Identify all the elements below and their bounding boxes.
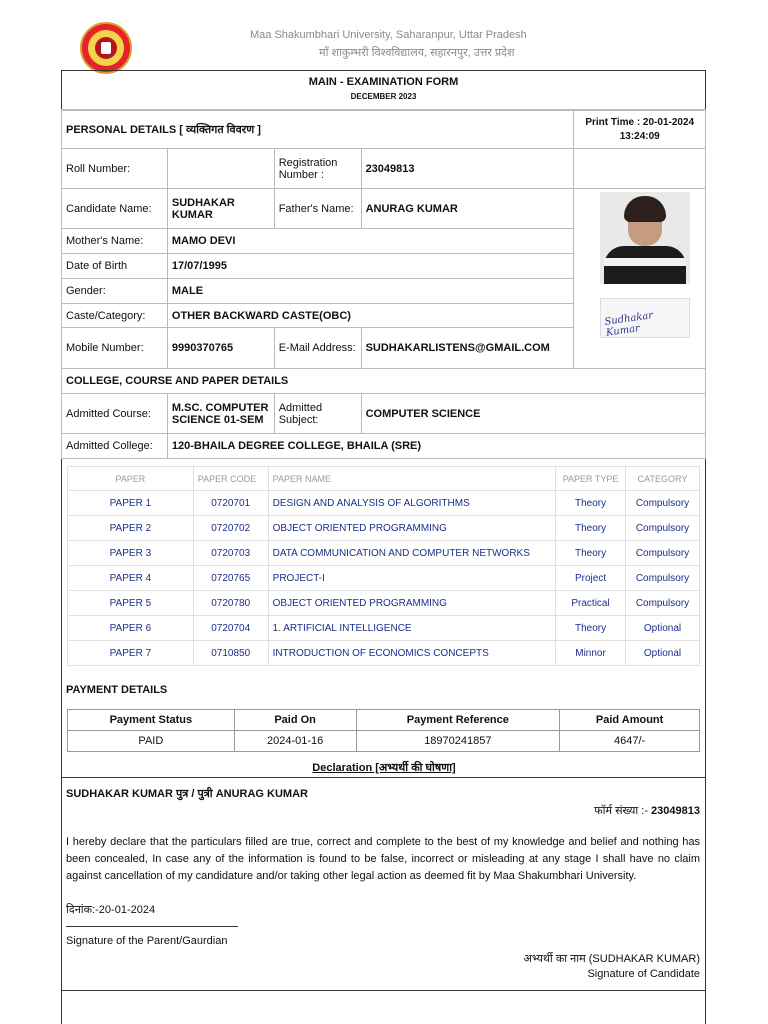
- divider: [61, 990, 706, 991]
- payment-reference: 18970241857: [356, 731, 560, 752]
- paper-category: Compulsory: [626, 541, 700, 566]
- caste-value: OTHER BACKWARD CASTE(OBC): [167, 304, 574, 328]
- mother-name-label: Mother's Name:: [62, 229, 168, 254]
- paper-type: Theory: [556, 616, 626, 641]
- page-header: [0, 0, 768, 70]
- paper-name: OBJECT ORIENTED PROGRAMMING: [268, 591, 555, 616]
- payment-header-reference: Payment Reference: [356, 710, 560, 731]
- form-title: MAIN - EXAMINATION FORM: [308, 76, 459, 88]
- paper-category: Compulsory: [626, 516, 700, 541]
- paper-category: Compulsory: [626, 566, 700, 591]
- paper-name: INTRODUCTION OF ECONOMICS CONCEPTS: [268, 641, 555, 666]
- paper-number: PAPER 6: [68, 616, 194, 641]
- divider: [61, 777, 706, 778]
- paper-code: 0720765: [193, 566, 268, 591]
- print-time: [574, 111, 706, 149]
- candidate-name-value: SUDHAKAR KUMAR: [167, 189, 274, 229]
- email-value: SUDHAKARLISTENS@GMAIL.COM: [361, 328, 574, 369]
- paper-code: 0720703: [193, 541, 268, 566]
- payment-header-paid-on: Paid On: [234, 710, 356, 731]
- paper-type: Theory: [556, 516, 626, 541]
- roll-value: [167, 149, 274, 189]
- paper-name: DATA COMMUNICATION AND COMPUTER NETWORKS: [268, 541, 555, 566]
- papers-header-type: PAPER TYPE: [556, 467, 626, 491]
- payment-status: PAID: [68, 731, 235, 752]
- gender-label: Gender:: [62, 279, 168, 304]
- paper-number: PAPER 4: [68, 566, 194, 591]
- personal-section-title: PERSONAL DETAILS [ व्यक्तिगत विवरण ]: [62, 111, 574, 149]
- form-title-block: [61, 70, 706, 110]
- table-row: [68, 566, 700, 591]
- personal-details-table: [61, 110, 706, 459]
- course-section-title: COLLEGE, COURSE AND PAPER DETAILS: [62, 369, 706, 394]
- papers-table: [67, 466, 700, 666]
- payment-header-amount: Paid Amount: [560, 710, 700, 731]
- paper-code: 0720702: [193, 516, 268, 541]
- candidate-signature-label: Signature of Candidate: [587, 968, 700, 980]
- payment-date: 2024-01-16: [234, 731, 356, 752]
- table-row: [68, 491, 700, 516]
- dob-value: 17/07/1995: [167, 254, 574, 279]
- payment-amount: 4647/-: [560, 731, 700, 752]
- gender-value: MALE: [167, 279, 574, 304]
- paper-category: Compulsory: [626, 591, 700, 616]
- paper-code: 0720780: [193, 591, 268, 616]
- signature-line: [66, 926, 238, 927]
- roll-label: Roll Number:: [62, 149, 168, 189]
- paper-type: Theory: [556, 491, 626, 516]
- university-name-english: Maa Shakumbhari University, Saharanpur, Uttar Pradesh: [250, 29, 527, 41]
- form-session: DECEMBER 2023: [350, 92, 417, 101]
- declaration-text: I hereby declare that the particulars filled are true, correct and complete to the best of my knowledge and belief and nothing has been concealed, In case any of the information is found to be false, incorrect or misleading at any stage I shall have no claim against cancellation of my candidature and/or taking other legal action as deemed fit by Maa Shakumbhari University.: [66, 836, 700, 882]
- declaration-title: Declaration [अभ्यर्थी की घोषणा]: [312, 762, 456, 774]
- paper-number: PAPER 1: [68, 491, 194, 516]
- admitted-college-label: Admitted College:: [62, 434, 168, 459]
- father-name-label: Father's Name:: [274, 189, 361, 229]
- parent-signature-label: Signature of the Parent/Gaurdian: [66, 935, 228, 947]
- caste-label: Caste/Category:: [62, 304, 168, 328]
- paper-type: Practical: [556, 591, 626, 616]
- table-row: [68, 616, 700, 641]
- candidate-name-line: अभ्यर्थी का नाम (SUDHAKAR KUMAR): [523, 953, 700, 965]
- mobile-value: 9990370765: [167, 328, 274, 369]
- print-time-date: Print Time : 20-01-2024: [585, 116, 695, 128]
- table-row: [68, 731, 700, 752]
- papers-header-code: PAPER CODE: [193, 467, 268, 491]
- paper-number: PAPER 3: [68, 541, 194, 566]
- paper-code: 0720701: [193, 491, 268, 516]
- dob-label: Date of Birth: [62, 254, 168, 279]
- table-row: [68, 641, 700, 666]
- empty-cell: [574, 149, 706, 189]
- email-label: E-Mail Address:: [274, 328, 361, 369]
- paper-category: Optional: [626, 641, 700, 666]
- form-number-value: 23049813: [651, 805, 700, 817]
- paper-type: Theory: [556, 541, 626, 566]
- university-name-hindi: माँ शाकुम्भरी विश्वविद्यालय, सहारनपुर, उत्तर प्रदेश: [319, 47, 515, 59]
- paper-code: 0720704: [193, 616, 268, 641]
- form-number-label: फॉर्म संख्या :-: [594, 805, 648, 817]
- paper-name: 1. ARTIFICIAL INTELLIGENCE: [268, 616, 555, 641]
- papers-header-category: CATEGORY: [626, 467, 700, 491]
- declaration-name-line: SUDHAKAR KUMAR पुत्र / पुत्री ANURAG KUMAR: [66, 788, 308, 800]
- table-row: [68, 541, 700, 566]
- mobile-label: Mobile Number:: [62, 328, 168, 369]
- print-time-clock: 13:24:09: [619, 130, 660, 142]
- payment-section-title: PAYMENT DETAILS: [66, 684, 168, 696]
- father-name-value: ANURAG KUMAR: [361, 189, 574, 229]
- paper-category: Optional: [626, 616, 700, 641]
- admitted-course-label: Admitted Course:: [62, 394, 168, 434]
- paper-name: PROJECT-I: [268, 566, 555, 591]
- candidate-name-label: Candidate Name:: [62, 189, 168, 229]
- university-logo: [80, 22, 132, 74]
- candidate-photo: [600, 192, 690, 284]
- registration-label: Registration Number :: [274, 149, 361, 189]
- admitted-college-value: 120-BHAILA DEGREE COLLEGE, BHAILA (SRE): [167, 434, 705, 459]
- form-number: [594, 803, 700, 818]
- table-row: [68, 591, 700, 616]
- papers-header-paper: PAPER: [68, 467, 194, 491]
- admitted-subject-value: COMPUTER SCIENCE: [361, 394, 705, 434]
- paper-category: Compulsory: [626, 491, 700, 516]
- table-row: [68, 516, 700, 541]
- paper-number: PAPER 5: [68, 591, 194, 616]
- paper-name: OBJECT ORIENTED PROGRAMMING: [268, 516, 555, 541]
- payment-header-status: Payment Status: [68, 710, 235, 731]
- paper-number: PAPER 2: [68, 516, 194, 541]
- paper-code: 0710850: [193, 641, 268, 666]
- admitted-subject-label: Admitted Subject:: [274, 394, 361, 434]
- paper-type: Project: [556, 566, 626, 591]
- admitted-course-value: M.SC. COMPUTER SCIENCE 01-SEM: [167, 394, 274, 434]
- paper-number: PAPER 7: [68, 641, 194, 666]
- mother-name-value: MAMO DEVI: [167, 229, 574, 254]
- papers-header-name: PAPER NAME: [268, 467, 555, 491]
- declaration-date: दिनांक:-20-01-2024: [66, 904, 156, 916]
- paper-name: DESIGN AND ANALYSIS OF ALGORITHMS: [268, 491, 555, 516]
- paper-type: Minnor: [556, 641, 626, 666]
- candidate-signature-image: Sudhakar Kumar: [600, 298, 690, 338]
- payment-table: [67, 709, 700, 752]
- registration-value: 23049813: [361, 149, 574, 189]
